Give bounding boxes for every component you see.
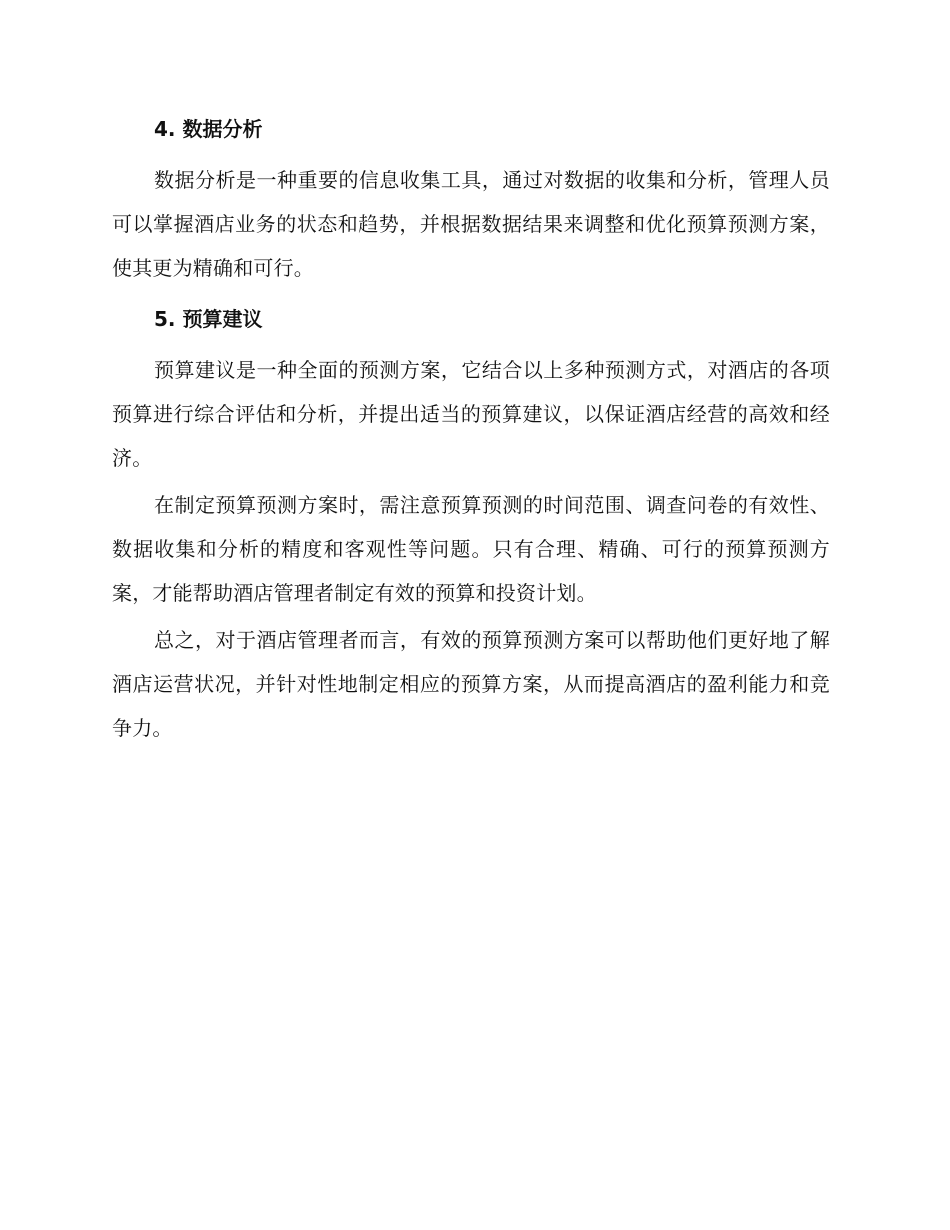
paragraph-budget-advice: 预算建议是一种全面的预测方案，它结合以上多种预测方式，对酒店的各项预算进行综合评估和分析，并提出适当的预算建议，以保证酒店经营的高效和经济。 [112, 358, 830, 470]
paragraph-budget-planning: 在制定预算预测方案时，需注意预算预测的时间范围、调查问卷的有效性、数据收集和分析的精度和客观性等问题。只有合理、精确、可行的预算预测方案，才能帮助酒店管理者制定有效的预算和投资计划。 [112, 493, 830, 605]
section-heading-data-analysis: 4. 数据分析 [154, 117, 263, 141]
paragraph-data-analysis: 数据分析是一种重要的信息收集工具，通过对数据的收集和分析，管理人员可以掌握酒店业务的状态和趋势，并根据数据结果来调整和优化预算预测方案，使其更为精确和可行。 [112, 168, 830, 280]
document-body [112, 110, 830, 753]
paragraph-conclusion: 总之，对于酒店管理者而言，有效的预算预测方案可以帮助他们更好地了解酒店运营状况，并针对性地制定相应的预算方案，从而提高酒店的盈利能力和竞争力。 [112, 628, 830, 740]
section-heading-budget-advice: 5. 预算建议 [154, 307, 263, 331]
